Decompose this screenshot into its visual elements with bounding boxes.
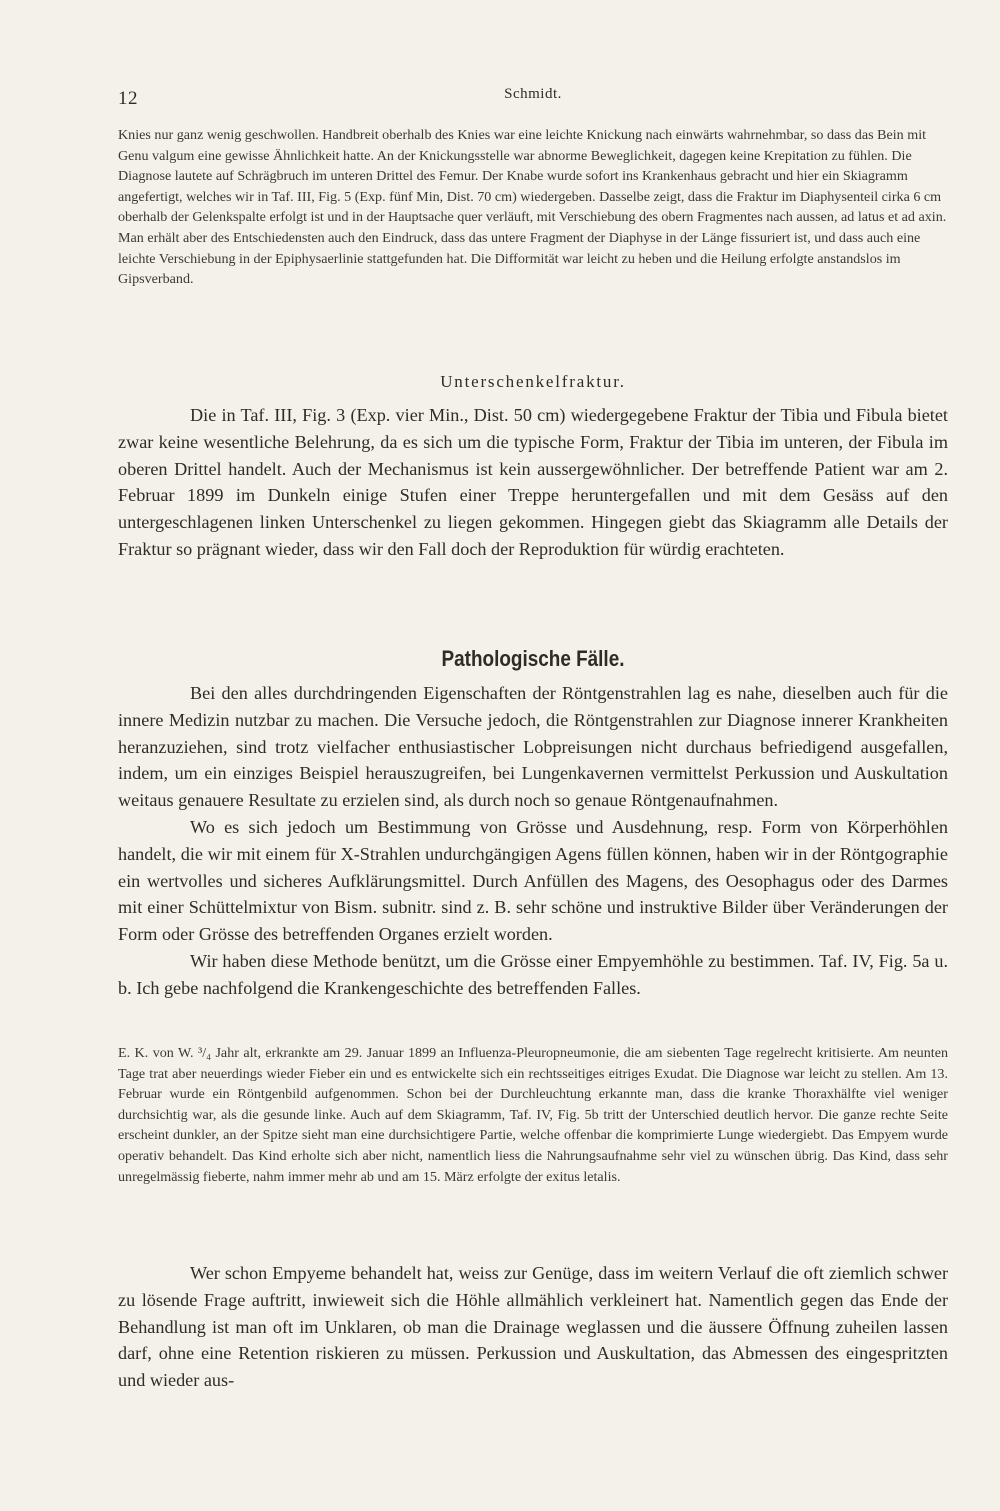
section2-paragraph-3: Wir haben diese Methode benützt, um die Grösse einer Empyemhöhle zu bestimmen. Taf. IV, Fig. 5a u. b. Ich gebe nachfolgend die Krankengeschichte des betreffenden Falles. — [118, 950, 948, 998]
closing-paragraph: Wer schon Empyeme behandelt hat, weiss zur Genüge, dass im weitern Verlauf die oft ziemlich schwer zu lösende Frage auftritt, inwieweit sich die Höhle allmählich verkleinert hat. Namentlich gegen das Ende der Behandlung ist man oft im Unklaren, ob man die Drainage weglassen und die äussere Öffnung zuheilen lassen darf, ohne eine Retention riskieren zu müssen. Perkussion und Auskultation, das Abmessen des eingespritzten und wieder aus- — [118, 1263, 948, 1391]
closing-body — [118, 1260, 948, 1394]
section-title-unterschenkelfraktur: Unterschenkelfraktur. — [440, 372, 626, 391]
section1-body — [118, 402, 948, 563]
section-title-pathologische-faelle: Pathologische Fälle. — [441, 646, 625, 671]
intro-paragraph-block — [118, 125, 948, 290]
page-header — [118, 84, 948, 114]
section2-paragraph-1: Bei den alles durchdringenden Eigenschaften der Röntgenstrahlen lag es nahe, dieselben auch für die innere Medizin nutzbar zu machen. Die Versuche jedoch, die Röntgenstrahlen zur Diagnose innerer Krankheiten heranzuziehen, sind trotz vielfacher enthusiastischer Lobpreisungen nicht durchaus befriedigend ausgefallen, indem, um ein einziges Beispiel herauszugreifen, bei Lungenkavernen vermittelst Perkussion und Auskultation weitaus genauere Resultate zu erzielen sind, als durch noch so genaue Röntgenaufnahmen. — [118, 683, 948, 811]
case-report-paragraph: E. K. von W. ³/₄ Jahr alt, erkrankte am 29. Januar 1899 an Influenza-Pleuropneumonie, die am siebenten Tage regelrecht kritisierte. Am neunten Tage trat aber neuerdings wieder Fieber ein und es entwickelte sich ein rechtsseitiges eitriges Exudat. Die Diagnose war leicht zu stellen. Am 13. Februar wurde ein Röntgenbild aufgenommen. Schon bei der Durchleuchtung erkannte man, dass die kranke Thoraxhälfte viel weniger durchsichtig war, als die gesunde linke. Auch auf dem Skiagramm, Taf. IV, Fig. 5b tritt der Unterschied deutlich hervor. Die ganze rechte Seite erscheint dunkler, an der Spitze sieht man eine durchsichtigere Partie, welche offenbar die komprimierte Lunge wiedergiebt. Das Empyem wurde operativ behandelt. Das Kind erholte sich aber nicht, namentlich liess die Nahrungsaufnahme sehr viel zu wünschen übrig. Das Kind, dass sehr unregelmässig fieberte, nahm immer mehr ab und am 15. März erfolgte der exitus letalis. — [118, 1045, 948, 1185]
intro-paragraph: Knies nur ganz wenig geschwollen. Handbreit oberhalb des Knies war eine leichte Knickung nach einwärts wahrnehmbar, so dass das Bein mit Genu valgum eine gewisse Ähnlichkeit hatte. An der Knickungsstelle war abnorme Beweglichkeit, dagegen keine Krepitation zu fühlen. Die Diagnose lautete auf Schrägbruch im unteren Drittel des Femur. Der Knabe wurde sofort ins Krankenhaus gebracht und hier ein Skiagramm angefertigt, welches wir in Taf. III, Fig. 5 (Exp. fünf Min, Dist. 70 cm) wiedergeben. Dasselbe zeigt, dass die Fraktur im Diaphysenteil cirka 6 cm oberhalb der Gelenkspalte erfolgt ist und in der Hauptsache quer verläuft, mit Verschiebung des obern Fragmentes nach aussen, ad latus et ad axin. Man erhält aber des Entschiedensten auch den Eindruck, dass das untere Fragment der Diaphyse in der Länge fissuriert ist, und dass auch eine leichte Verschiebung in der Epiphysaerlinie stattgefunden hat. Die Difformität war leicht zu heben und die Heilung erfolgte anstandslos im Gipsverband. — [118, 127, 947, 288]
case-report-block — [118, 1043, 948, 1187]
section2-paragraph-2: Wo es sich jedoch um Bestimmung von Grösse und Ausdehnung, resp. Form von Körperhöhlen handelt, die wir mit einem für X-Strahlen undurchgängigen Agens füllen können, haben wir in der Röntgographie ein wertvolles und sicheres Aufklärungsmittel. Durch Anfüllen des Magens, des Oesophagus oder des Darmes mit einer Schüttelmixtur von Bism. subnitr. sind z. B. sehr schöne und instruktive Bilder über Veränderungen der Form oder Grösse des betreffenden Organes erzielt worden. — [118, 816, 948, 945]
section1-paragraph: Die in Taf. III, Fig. 3 (Exp. vier Min., Dist. 50 cm) wiedergegebene Fraktur der Tibia und Fibula bietet zwar keine wesentliche Belehrung, da es sich um die typische Form, Fraktur der Tibia im unteren, der Fibula im oberen Drittel handelt. Auch der Mechanismus ist kein aussergewöhnlicher. Der betreffende Patient war am 2. Februar 1899 im Dunkeln einige Stufen einer Treppe heruntergefallen und mit dem Gesäss auf den untergeschlagenen linken Unterschenkel zu liegen gekommen. Hingegen giebt das Skiagramm alle Details der Fraktur so prägnant wieder, dass wir den Fall doch der Reproduktion für würdig erachteten. — [118, 405, 948, 559]
page-number: 12 — [118, 88, 138, 109]
running-head: Schmidt. — [504, 86, 562, 102]
section2-body — [118, 680, 948, 1002]
